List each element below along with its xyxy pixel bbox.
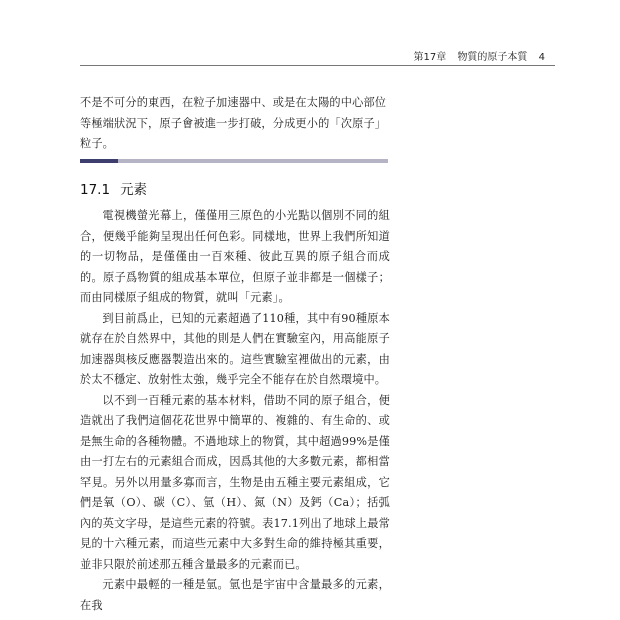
body-text xyxy=(80,206,390,616)
paragraph: 元素中最輕的一種是氫。氫也是宇宙中含量最多的元素，在我 xyxy=(80,578,390,612)
chapter-title: 物質的原子本質 xyxy=(457,52,528,63)
section-heading xyxy=(80,178,157,198)
section-number: 17.1 xyxy=(80,182,111,198)
running-header xyxy=(406,48,545,63)
section-title: 元素 xyxy=(120,182,148,198)
paragraph: 電視機螢光幕上，僅僅用三原色的小光點以個別不同的組合，便幾乎能夠呈現出任何色彩。同樣地，世界上我們所知道的一切物品，是僅僅由一百來種、彼此互異的原子組合而成的。原子爲物質的組成基本單位，但原子並非都是一個樣子；而由同樣原子組成的物質，就叫「元素」。 xyxy=(80,209,390,304)
header-rule xyxy=(80,65,555,66)
page-number: 4 xyxy=(538,52,545,63)
paragraph: 到目前爲止，已知的元素超過了110種，其中有90種原本就存在於自然界中，其他的則是人們在實驗室內，用高能原子加速器與核反應器製造出來的。這些實驗室裡做出的元素，由於太不穩定、放射性太強，幾乎完全不能存在於自然環境中。 xyxy=(80,311,390,386)
paragraph: 以不到一百種元素的基本材料，借助不同的原子組合，便造就出了我們這個花花世界中簡單的、複雜的、有生命的、或是無生命的各種物體。不過地球上的物質，其中超過99%是僅由一打左右的元素組合而成，因爲其他的大多數元素，都相當罕見。另外以用量多寡而言，生物是由五種主要元素組成，它們是氧（O）、碳（C）、氫（H）、氮（N）及鈣（Ca）；括弧內的英文字母，是這些元素的符號。表17.1列出了地球上最常見的十六種元素，而這些元素中大多對生命的維持極其重要，並非只限於前述那五種含量最多的元素而已。 xyxy=(80,393,390,571)
intro-paragraph: 不是不可分的東西，在粒子加速器中、或是在太陽的中心部位等極端狀況下，原子會被進一步打破，分成更小的「次原子」粒子。 xyxy=(80,96,387,150)
chapter-label: 第17章 xyxy=(413,52,447,63)
section-divider-bar xyxy=(80,159,388,163)
section-divider-accent xyxy=(80,159,118,163)
